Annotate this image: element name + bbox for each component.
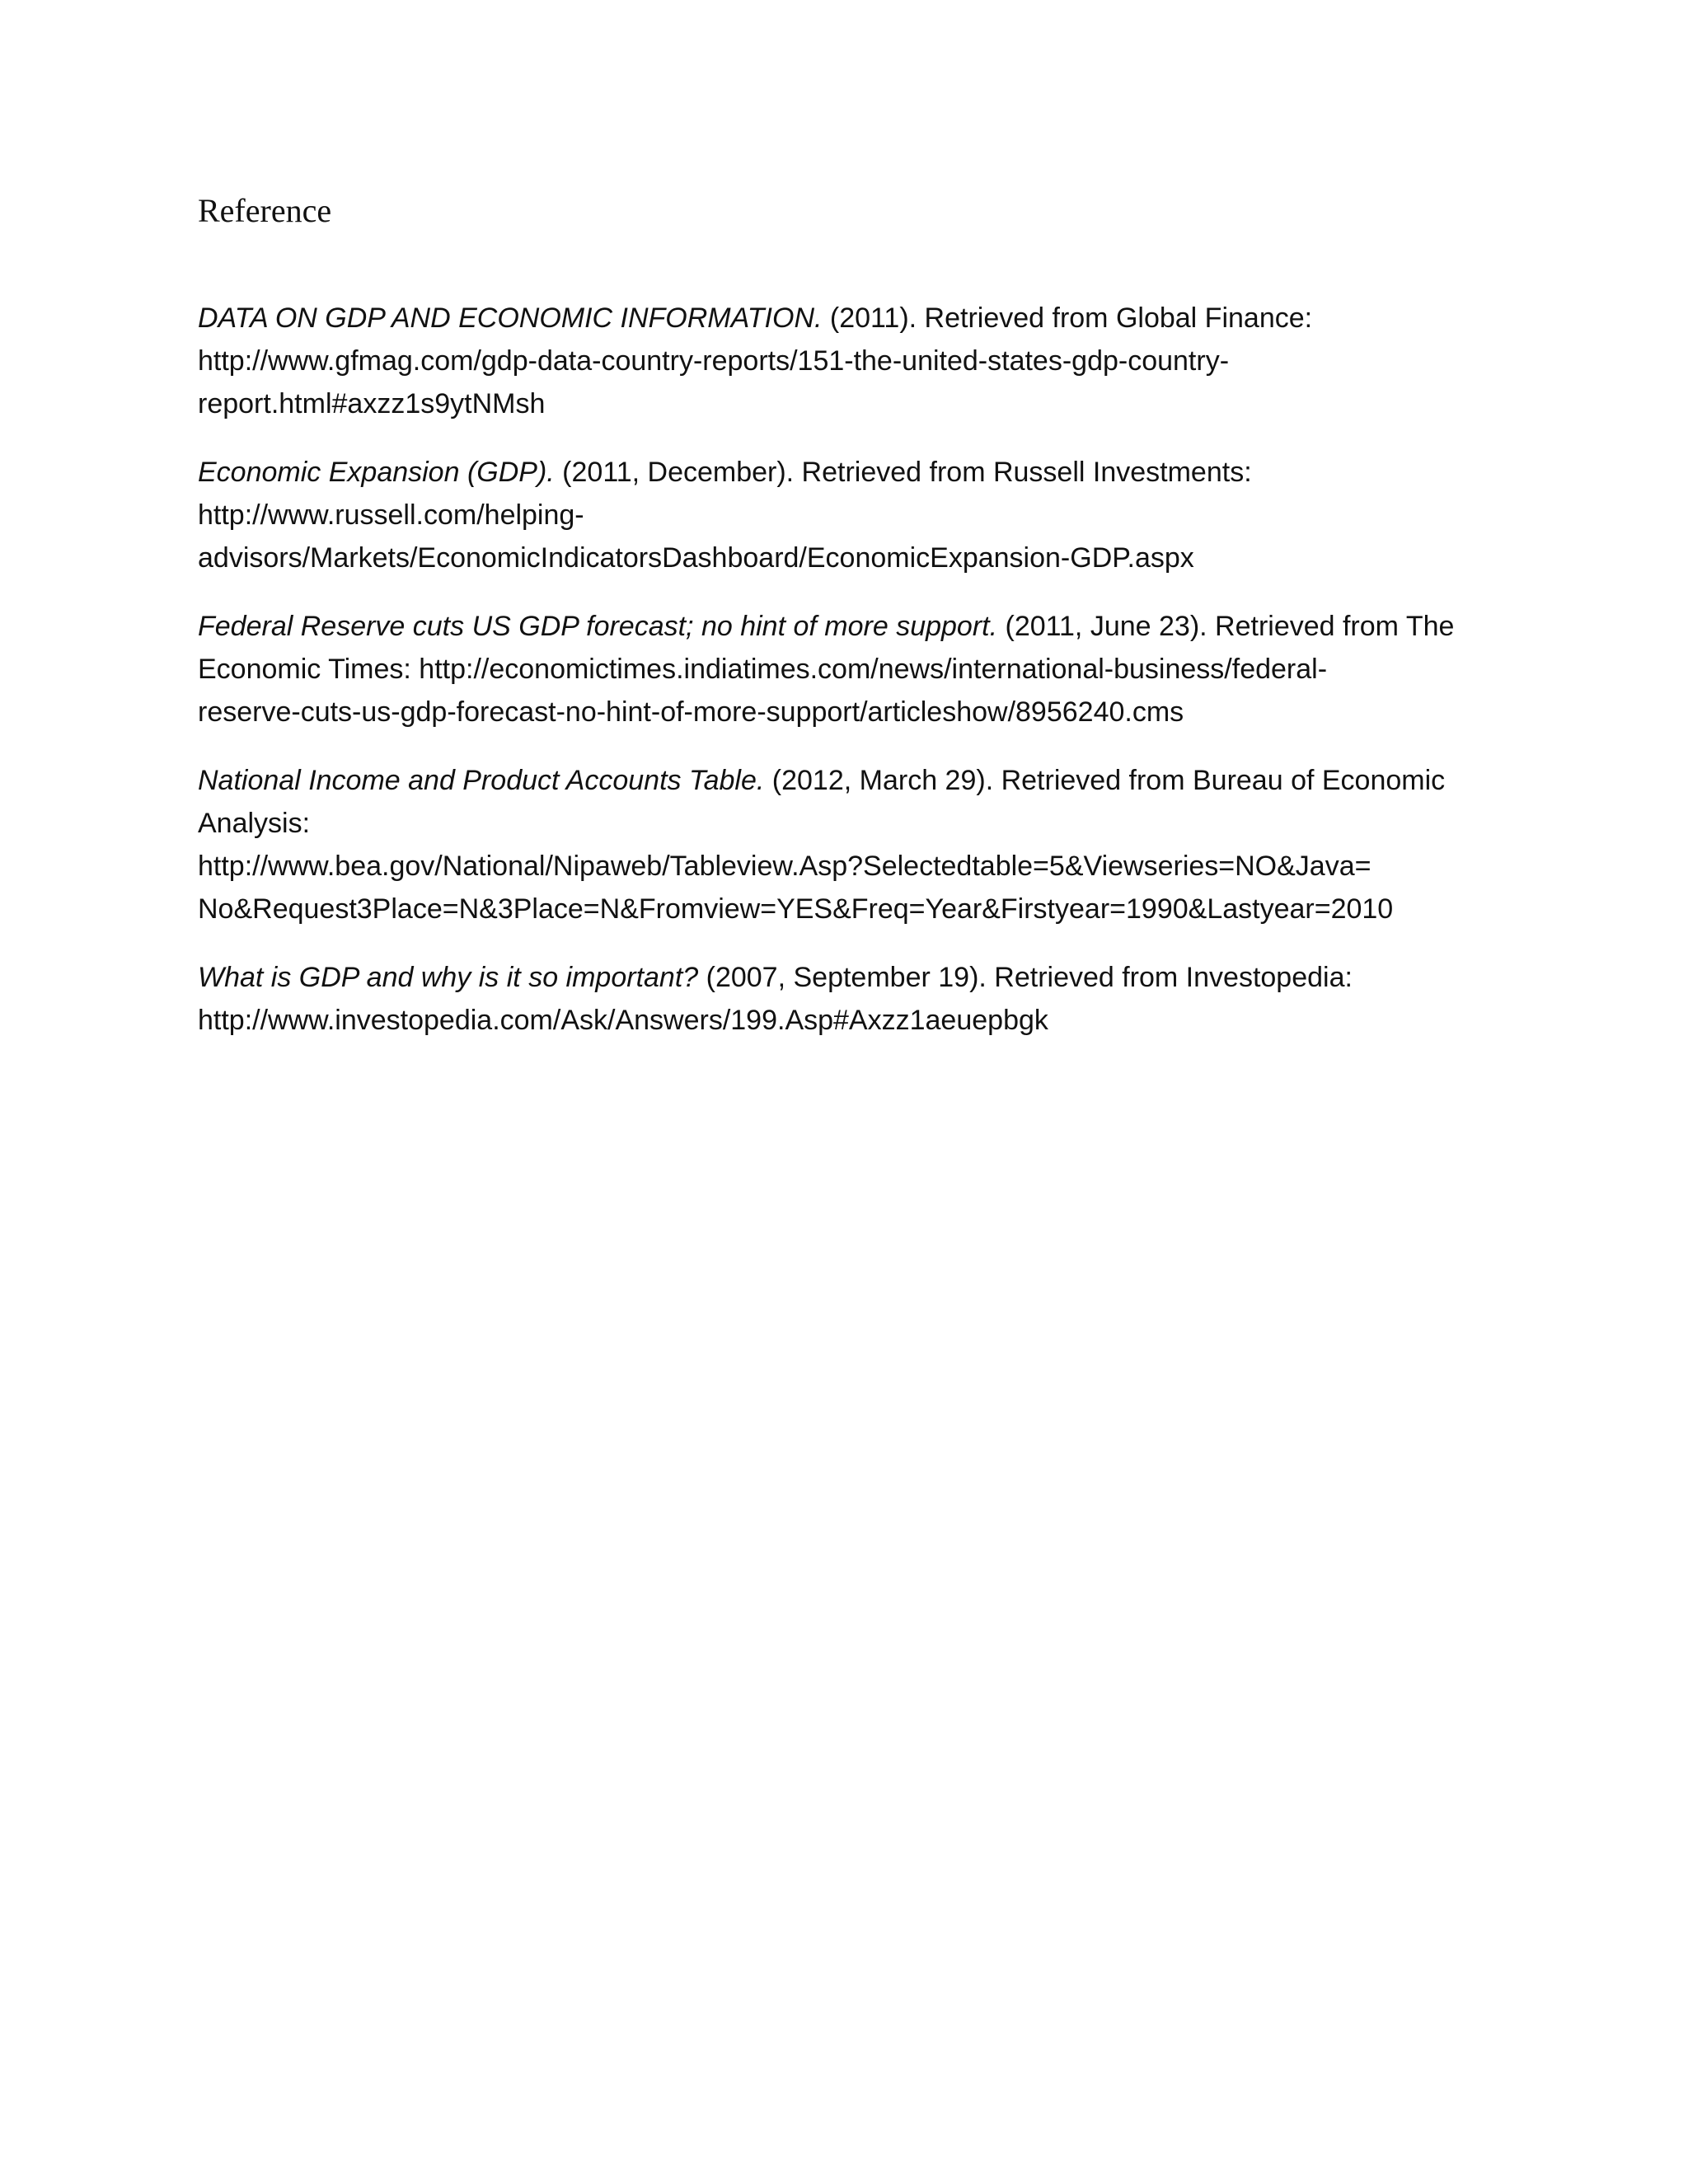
reference-entry bbox=[198, 605, 1525, 733]
reference-title: What is GDP and why is it so important? bbox=[198, 962, 699, 993]
reference-url: http://www.bea.gov/National/Nipaweb/Tableview.Asp?Selectedtable=5&Viewseries=NO&Java= bbox=[198, 851, 1372, 882]
reference-details: (2011, December). Retrieved from Russell Investments: bbox=[554, 457, 1252, 488]
reference-url: http://www.gfmag.com/gdp-data-country-reports/151-the-united-states-gdp-country- bbox=[198, 345, 1230, 377]
reference-url: http://www.investopedia.com/Ask/Answers/199.Asp#Axzz1aeuepbgk bbox=[198, 1005, 1048, 1036]
reference-details: (2011, June 23). Retrieved from The bbox=[997, 611, 1455, 642]
reference-title: Economic Expansion (GDP). bbox=[198, 457, 555, 488]
reference-url: http://www.russell.com/helping- bbox=[198, 499, 584, 531]
reference-entry bbox=[198, 451, 1525, 579]
reference-details: (2011). Retrieved from Global Finance: bbox=[822, 302, 1313, 334]
reference-url: report.html#axzz1s9ytNMsh bbox=[198, 388, 546, 419]
reference-list bbox=[198, 297, 1525, 1067]
reference-details: (2012, March 29). Retrieved from Bureau of Economic bbox=[764, 765, 1446, 796]
reference-details-continued: Economic Times: http://economictimes.indiatimes.com/news/international-business/federal- bbox=[198, 654, 1328, 685]
reference-title: National Income and Product Accounts Table. bbox=[198, 765, 765, 796]
reference-details: (2007, September 19). Retrieved from Investopedia: bbox=[698, 962, 1353, 993]
reference-title: DATA ON GDP AND ECONOMIC INFORMATION. bbox=[198, 302, 823, 334]
reference-details-continued: Analysis: bbox=[198, 808, 311, 839]
reference-title: Federal Reserve cuts US GDP forecast; no hint of more support. bbox=[198, 611, 998, 642]
reference-url: advisors/Markets/EconomicIndicatorsDashboard/EconomicExpansion-GDP.aspx bbox=[198, 542, 1194, 574]
page-title: Reference bbox=[198, 192, 332, 229]
reference-entry bbox=[198, 956, 1525, 1042]
reference-url: reserve-cuts-us-gdp-forecast-no-hint-of-more-support/articleshow/8956240.cms bbox=[198, 696, 1184, 728]
reference-entry bbox=[198, 297, 1525, 425]
reference-entry bbox=[198, 759, 1525, 930]
reference-url: No&Request3Place=N&3Place=N&Fromview=YES&Freq=Year&Firstyear=1990&Lastyear=2010 bbox=[198, 893, 1394, 925]
